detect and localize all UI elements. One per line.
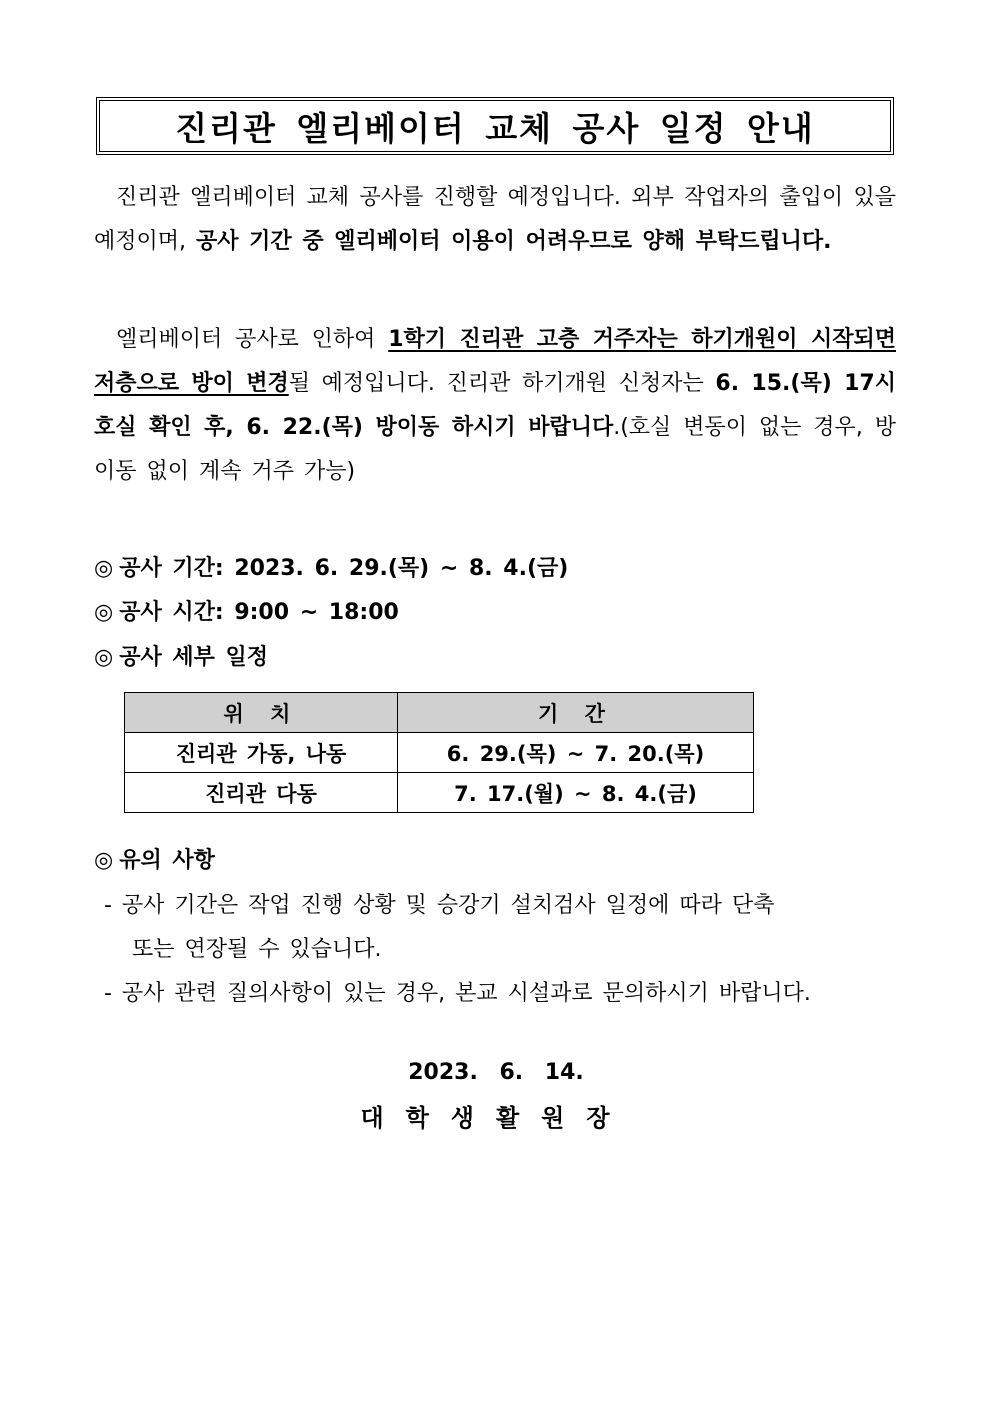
period-text: 공사 기간: 2023. 6. 29.(목) ~ 8. 4.(금) (119, 556, 569, 581)
note-line: - 공사 기간은 작업 진행 상황 및 승강기 설치검사 일정에 따라 단축 (104, 893, 775, 918)
table-row (125, 733, 754, 773)
title-box (96, 97, 894, 155)
intro-end: . (823, 229, 832, 254)
issue-date: 2023. 6. 14. (408, 1060, 584, 1085)
bullet-symbol: ◎ (94, 848, 114, 873)
table-cell-location: 진리관 다동 (125, 773, 398, 813)
hours-item (94, 598, 399, 628)
intro-paragraph (94, 176, 896, 264)
detail-heading-item (94, 643, 268, 673)
detail-heading: 공사 세부 일정 (119, 645, 269, 670)
notes-heading-item (94, 846, 215, 876)
table-cell-period: 7. 17.(월) ~ 8. 4.(금) (398, 773, 754, 813)
table-header-row (125, 693, 754, 733)
table-row (125, 773, 754, 813)
note-line-continued: 또는 연장될 수 있습니다. (132, 937, 382, 962)
table-cell-location: 진리관 가동, 나동 (125, 733, 398, 773)
note-line: - 공사 관련 질의사항이 있는 경우, 본교 시설과로 문의하시기 바랍니다. (104, 981, 811, 1006)
bullet-symbol: ◎ (94, 645, 114, 670)
schedule-table (124, 692, 754, 813)
table-cell-period: 6. 29.(목) ~ 7. 20.(목) (398, 733, 754, 773)
notes-heading: 유의 사항 (119, 848, 215, 873)
note-item (104, 972, 896, 1016)
room-change-mid: 될 예정입니다. 진리관 하기개원 신청자는 (288, 371, 716, 396)
table-header-period: 기 간 (398, 693, 754, 733)
room-change-highlight: 1학기 진리관 고층 거주자는 하기개원이 시작되면 저층으로 방이 변경 (94, 327, 896, 396)
intro-text: 진리관 엘리베이터 교체 공사를 진행할 예정입니다. 외부 작업자의 출입이 있을 예정이며, (94, 185, 896, 254)
hours-text: 공사 시간: 9:00 ~ 18:00 (119, 600, 399, 625)
room-change-paragraph (94, 318, 896, 494)
bullet-symbol: ◎ (94, 600, 114, 625)
table-header-location: 위 치 (125, 693, 398, 733)
room-check-date: 6. 15.(목) 17시 호실 확인 후, 6. 22.(목) 방이동 하시기 바랍니다 (94, 371, 896, 440)
bullet-symbol: ◎ (94, 556, 114, 581)
note-item (104, 884, 896, 972)
intro-bold-text: 공사 기간 중 엘리베이터 이용이 어려우므로 양해 부탁드립니다 (196, 229, 824, 254)
signature: 대학생활원장 (360, 1104, 632, 1132)
page-title: 진리관 엘리베이터 교체 공사 일정 안내 (99, 100, 891, 152)
period-item (94, 554, 568, 584)
room-change-lead: 엘리베이터 공사로 인하여 (116, 327, 389, 352)
room-change-tail: .(호실 변동이 없는 경우, 방이동 없이 계속 거주 가능) (94, 415, 896, 484)
